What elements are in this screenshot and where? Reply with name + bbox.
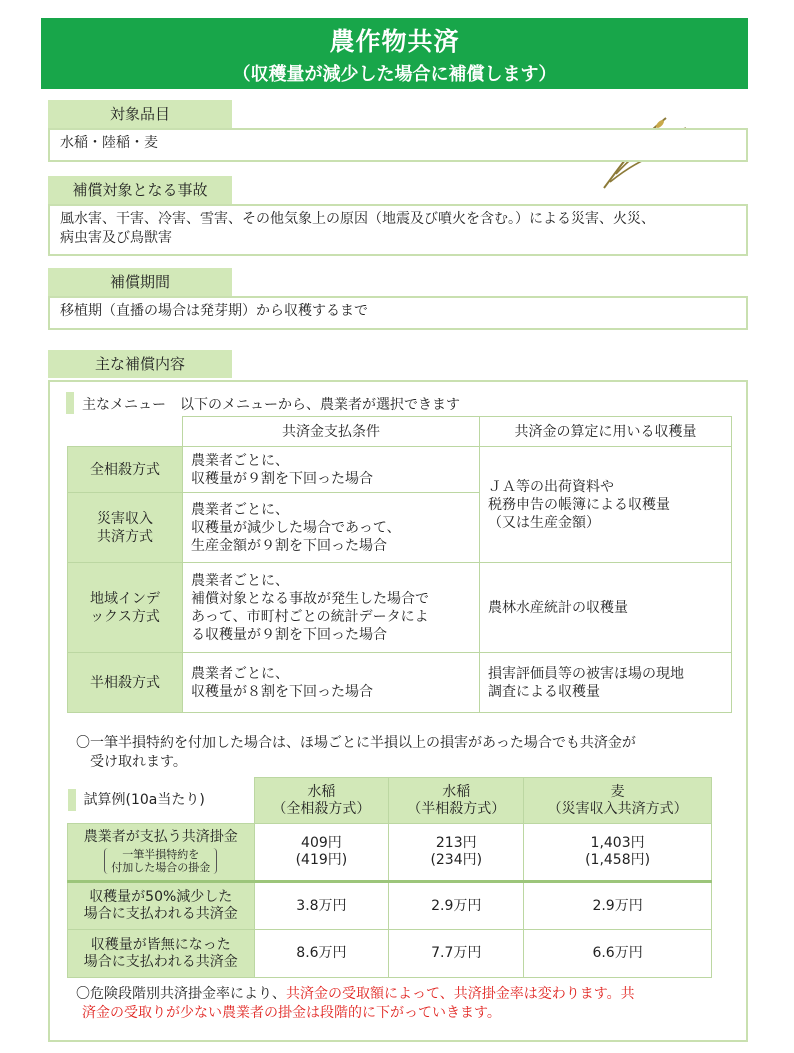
example-row-label: 収穫量が皆無になった 場合に支払われる共済金 (68, 930, 255, 978)
example-row-label: 農業者が支払う共済掛金 一筆半損特約を 付加した場合の掛金 (68, 824, 255, 882)
menu-basis-ja: ＪＡ等の出荷資料や 税務申告の帳簿による収穫量 （又は生産金額） (480, 447, 732, 563)
menu-row-name: 全相殺方式 (68, 447, 183, 493)
table-row (68, 447, 732, 493)
table-row (68, 563, 732, 653)
example-cell: 409円 (419円) (254, 824, 389, 882)
period-label: 補償期間 (48, 268, 232, 296)
table-row (68, 653, 732, 713)
menu-basis-half: 損害評価員等の被害ほ場の現地 調査による収穫量 (480, 653, 732, 713)
note-half-loss: 〇一筆半損特約を付加した場合は、ほ場ごとに半損以上の損害があった場合でも共済金が 受け取れます。 (76, 735, 636, 770)
menu-title-marker (66, 392, 74, 414)
table-row (68, 824, 712, 882)
items-box (48, 128, 748, 162)
example-table (67, 777, 712, 978)
page-title: 農作物共済 (329, 27, 460, 56)
menu-table-corner (68, 417, 183, 447)
items-text: 水稲・陸稲・麦 (60, 135, 158, 151)
period-box (48, 296, 748, 330)
example-col: 麦 （災害収入共済方式） (524, 778, 712, 824)
table-row (68, 882, 712, 930)
example-cell: 2.9万円 (389, 882, 524, 930)
menu-table (67, 416, 732, 713)
example-cell: 213円 (234円) (389, 824, 524, 882)
example-col: 水稲 （半相殺方式） (389, 778, 524, 824)
accidents-label: 補償対象となる事故 (48, 176, 232, 204)
page-subtitle: （収穫量が減少した場合に補償します） (232, 64, 557, 85)
menu-row-name: 災害収入 共済方式 (68, 493, 183, 563)
menu-row-condition: 農業者ごとに、 収穫量が９割を下回った場合 (183, 447, 480, 493)
period-text: 移植期（直播の場合は発芽期）から収穫するまで (60, 303, 368, 319)
accidents-text-line1: 風水害、干害、冷害、雪害、その他気象上の原因（地震及び噴火を含む。）による災害、火災、 (60, 211, 655, 227)
menu-basis-stat: 農林水産統計の収穫量 (480, 563, 732, 653)
accidents-box (48, 204, 748, 256)
example-col: 水稲 （全相殺方式） (254, 778, 389, 824)
main-coverage-label: 主な補償内容 (48, 350, 232, 378)
example-title: 試算例(10a当たり) (83, 792, 205, 809)
note-risk-rate: 〇危険段階別共済掛金率により、共済金の受取額によって、共済掛金率は変わります。共 済金の受取りが少ない農業者の掛金は段階的に下がっていきます。 (76, 986, 635, 1021)
menu-row-condition: 農業者ごとに、 収穫量が減少した場合であって、 生産金額が９割を下回った場合 (183, 493, 480, 563)
menu-row-name: 半相殺方式 (68, 653, 183, 713)
example-cell: 8.6万円 (254, 930, 389, 978)
menu-col-basis: 共済金の算定に用いる収穫量 (480, 417, 732, 447)
example-cell: 3.8万円 (254, 882, 389, 930)
menu-row-condition: 農業者ごとに、 収穫量が８割を下回った場合 (183, 653, 480, 713)
table-row (68, 930, 712, 978)
title-banner (41, 18, 748, 89)
example-title-cell (68, 778, 255, 824)
menu-col-conditions: 共済金支払条件 (183, 417, 480, 447)
menu-title: 主なメニュー 以下のメニューから、農業者が選択できます (82, 397, 460, 413)
example-row-label: 収穫量が50%減少した 場合に支払われる共済金 (68, 882, 255, 930)
example-cell: 2.9万円 (524, 882, 712, 930)
menu-row-name: 地域インデ ックス方式 (68, 563, 183, 653)
menu-row-condition: 農業者ごとに、 補償対象となる事故が発生した場合で あって、市町村ごとの統計データによ る収穫量が９割を下回った場合 (183, 563, 480, 653)
example-cell: 6.6万円 (524, 930, 712, 978)
items-label: 対象品目 (48, 100, 232, 128)
example-cell: 1,403円 (1,458円) (524, 824, 712, 882)
example-cell: 7.7万円 (389, 930, 524, 978)
accidents-text-line2: 病虫害及び鳥獣害 (60, 230, 172, 246)
